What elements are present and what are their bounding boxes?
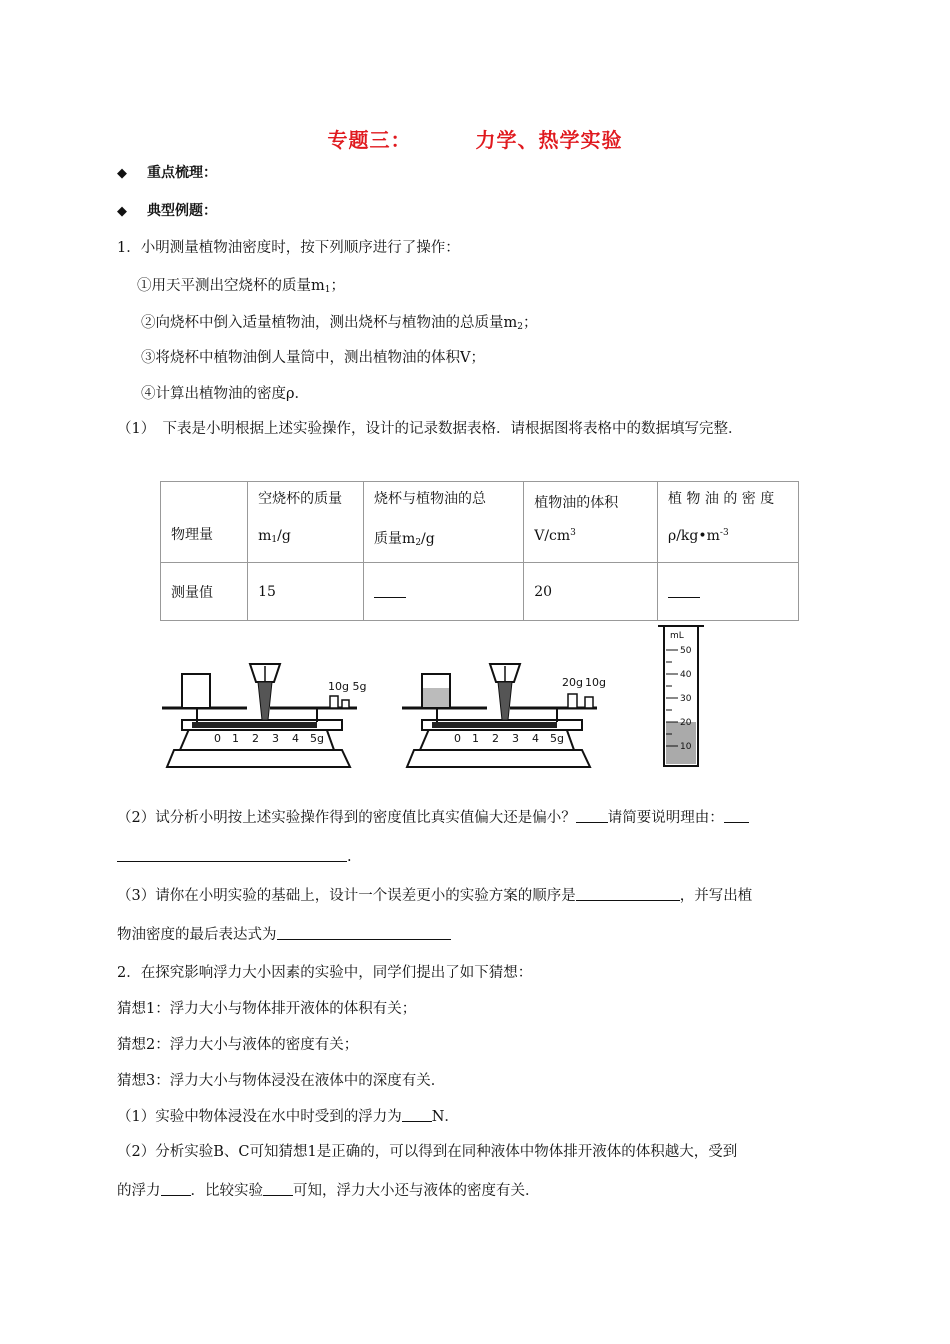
svg-text:50: 50	[680, 646, 692, 656]
answer-blank[interactable]	[161, 1181, 191, 1196]
svg-text:30: 30	[680, 694, 692, 704]
q1-part-2-line-2: .	[117, 847, 352, 867]
weight-label-10g: 10g	[585, 676, 606, 689]
answer-blank[interactable]	[117, 847, 347, 862]
q2-part-1: （1）实验中物体浸没在水中时受到的浮力为 N．	[117, 1109, 459, 1125]
svg-text:4: 4	[292, 732, 299, 745]
q2-part-2: （2）分析实验B、C可知猜想1是正确的，可以得到在同种液体中物体排开液体的体积越大，受到	[117, 1144, 738, 1160]
empty-beaker	[182, 674, 210, 708]
q1-step-4: ④计算出植物油的密度ρ．	[141, 386, 310, 402]
svg-text:3: 3	[512, 732, 519, 745]
q1-part-2: （2）试分析小明按上述实验操作得到的密度值比真实值偏大还是偏小？ 请简要说明理由：	[117, 808, 749, 828]
beam-ticks-2	[454, 732, 564, 745]
answer-blank[interactable]	[576, 808, 608, 823]
table-cell-blank[interactable]	[364, 563, 524, 621]
table-row	[161, 482, 799, 563]
q1-step-1: ①用天平测出空烧杯的质量$m_1$；	[137, 278, 345, 295]
weight-label-20g: 20g	[562, 676, 583, 689]
table-cell-total-mass: 烧杯与植物油的总 质量$m_2/g$	[364, 482, 524, 563]
data-table	[160, 481, 799, 621]
svg-text:10: 10	[680, 742, 692, 752]
table-cell-label: 测量值	[161, 563, 248, 621]
answer-blank[interactable]	[724, 808, 749, 823]
answer-blank[interactable]	[576, 886, 680, 901]
table-cell-label: 物理量	[161, 482, 248, 563]
svg-text:5g: 5g	[550, 732, 564, 745]
q2-guess-1: 猜想1：浮力大小与物体排开液体的体积有关；	[117, 1001, 417, 1017]
diamond-bullet-icon: ◆	[117, 166, 127, 181]
beam-ticks-1	[214, 732, 324, 745]
table-row	[161, 563, 799, 621]
table-cell-value: 20	[524, 563, 658, 621]
q2-part-2-line-2: 的浮力 ．比较实验 可知，浮力大小还与液体的密度有关．	[117, 1183, 540, 1199]
svg-text:2: 2	[492, 732, 499, 745]
graduated-cylinder	[658, 626, 704, 766]
table-cell-blank[interactable]	[657, 563, 798, 621]
beam-scale-1	[192, 722, 317, 728]
page-title	[0, 124, 950, 153]
weights-label-1: 10g 5g	[328, 680, 367, 693]
svg-text:20: 20	[680, 718, 692, 728]
q1-intro: 1．小明测量植物油密度时，按下列顺序进行了操作：	[117, 240, 460, 256]
svg-text:0: 0	[454, 732, 461, 745]
q1-step-3: ③将烧杯中植物油倒人量筒中，测出植物油的体积V；	[141, 350, 485, 366]
svg-text:1: 1	[472, 732, 479, 745]
svg-text:40: 40	[680, 670, 692, 680]
q1-part-3-line-2: 物油密度的最后表达式为	[117, 925, 451, 945]
svg-text:5g: 5g	[310, 732, 324, 745]
weight-5g	[342, 700, 349, 708]
weight-10g	[585, 697, 593, 708]
q2-guess-2: 猜想2：浮力大小与液体的密度有关；	[117, 1037, 359, 1053]
answer-blank[interactable]	[402, 1107, 432, 1122]
q2-intro: 2．在探究影响浮力大小因素的实验中，同学们提出了如下猜想：	[117, 965, 533, 981]
svg-text:1: 1	[232, 732, 239, 745]
section-key-points: ◆ 重点梳理：	[117, 163, 217, 184]
table-cell-value: 15	[248, 563, 364, 621]
cylinder-unit: mL	[670, 631, 684, 641]
q1-part-3: （3）请你在小明实验的基础上，设计一个误差更小的实验方案的顺序是 ，并写出植	[117, 888, 753, 904]
title-part-2: 力学、热学实验	[475, 128, 623, 152]
q1-part-1: （1） 下表是小明根据上述实验操作，设计的记录数据表格．请根据图将表格中的数据填写完整．	[117, 421, 743, 437]
title-part-1: 专题三：	[327, 128, 412, 152]
balance-2	[402, 664, 606, 767]
weight-20g	[568, 694, 577, 708]
answer-blank[interactable]	[277, 925, 451, 940]
svg-text:0: 0	[214, 732, 221, 745]
answer-blank[interactable]	[263, 1181, 293, 1196]
svg-text:4: 4	[532, 732, 539, 745]
balance-1	[162, 664, 366, 767]
balance-figure	[152, 622, 712, 772]
section-examples: ◆ 典型例题：	[117, 201, 217, 222]
table-cell-oil-volume: 植物油的体积 $V/cm^3$	[524, 482, 658, 563]
svg-text:2: 2	[252, 732, 259, 745]
q1-step-2: ②向烧杯中倒入适量植物油，测出烧杯与植物油的总质量$m_2$；	[141, 315, 538, 332]
q2-guess-3: 猜想3：浮力大小与物体浸没在液体中的深度有关．	[117, 1073, 446, 1089]
table-cell-oil-density: 植 物 油 的 密 度 $\rho/kg•m^{-3}$	[657, 482, 798, 563]
diamond-bullet-icon: ◆	[117, 204, 127, 219]
beam-scale-2	[432, 722, 557, 728]
svg-text:3: 3	[272, 732, 279, 745]
table-cell-empty-cup-mass: 空烧杯的质量 $m_1/g$	[248, 482, 364, 563]
weight-10g	[330, 696, 338, 708]
